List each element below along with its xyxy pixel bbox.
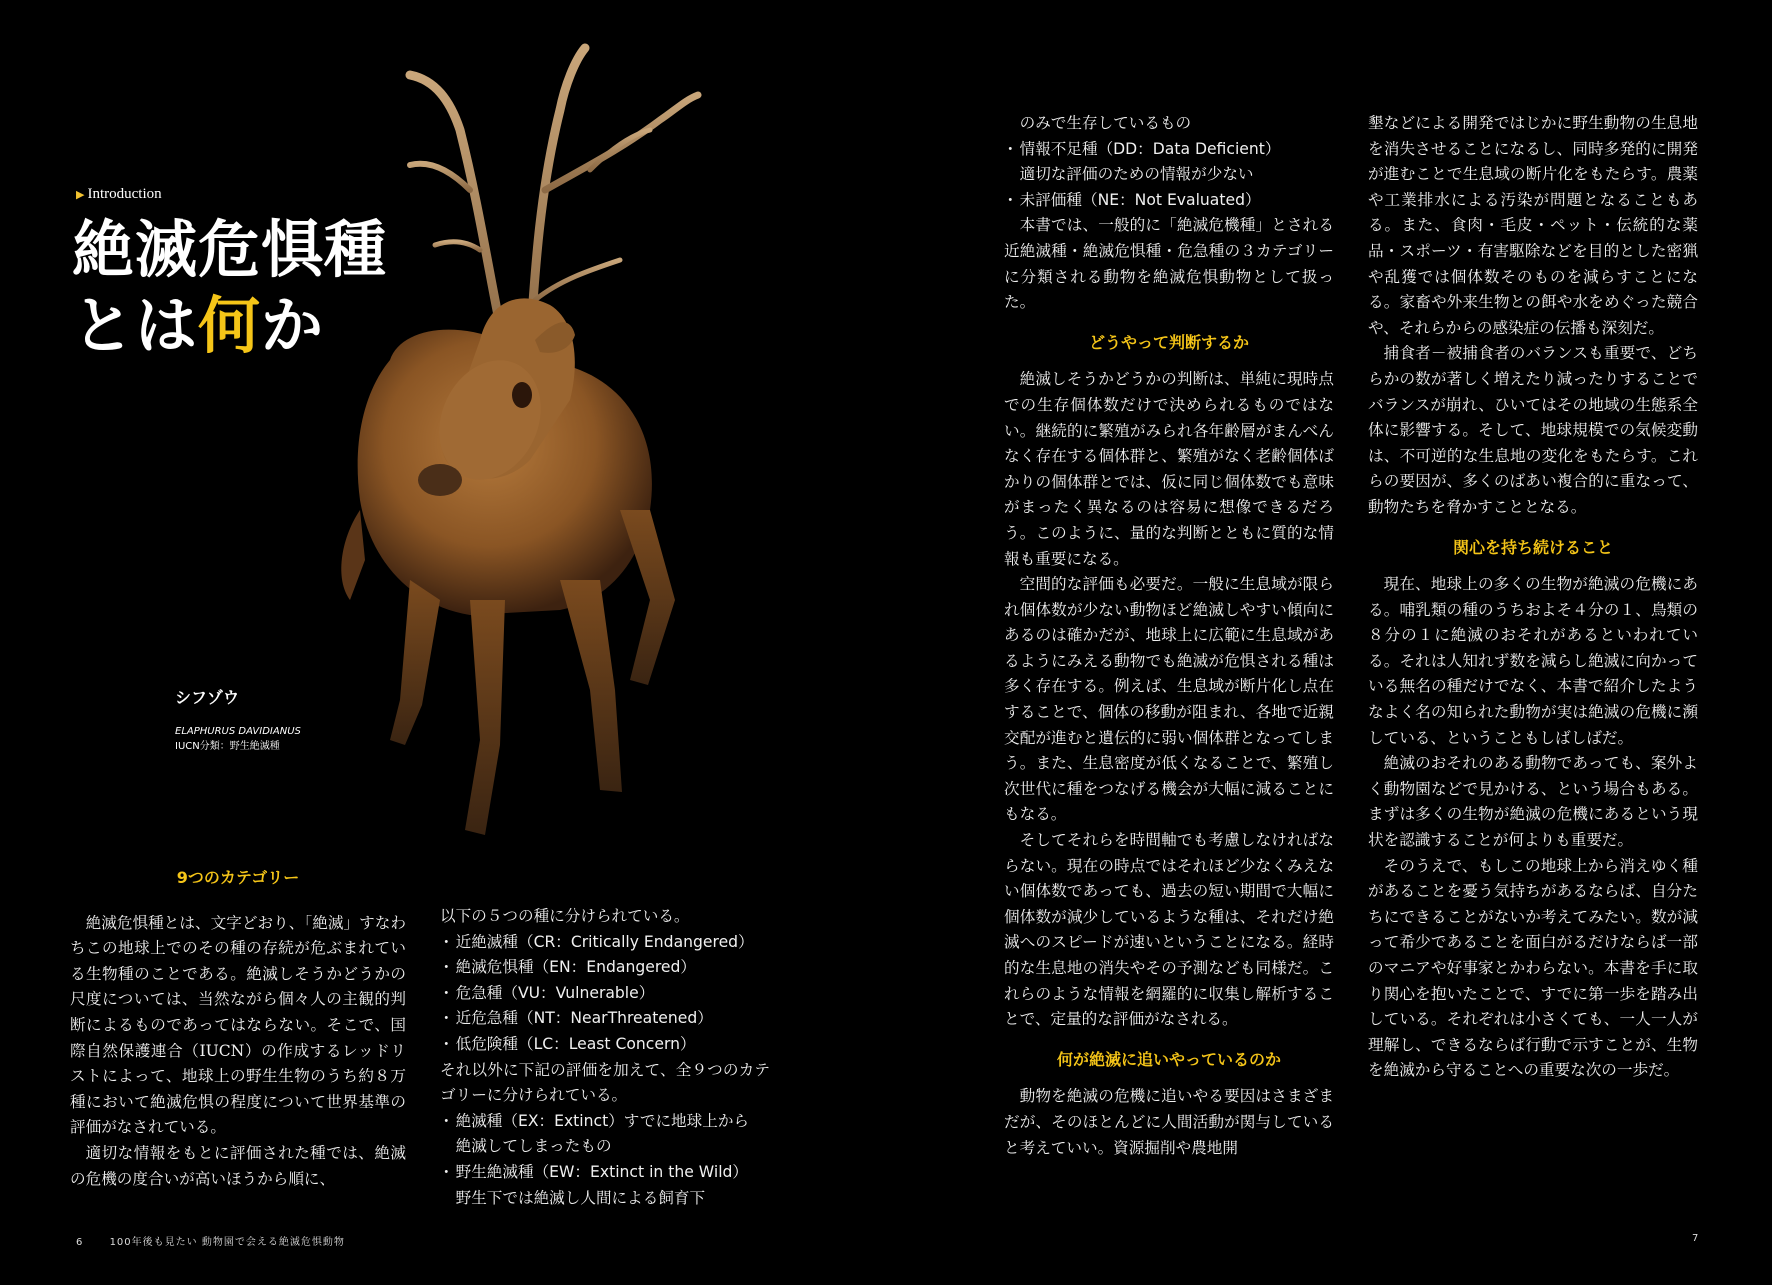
list-item: ・ 低危険種（LC：Least Concern） [440,1032,770,1058]
right-page [886,0,1772,1285]
list-item: ・ 絶滅種（EX：Extinct）すでに地球上から [440,1109,770,1135]
column-1 [70,865,406,1192]
photo-caption [175,685,301,752]
list-item: ・ 近危急種（NT：NearThreatened） [440,1006,770,1032]
paragraph: そしてそれらを時間軸でも考慮しなければならない。現在の時点ではそれほど少なくみえない個体数であっても、過去の短い期間で大幅に個体数が減少しているような種は、それだけ絶滅へのスピードが速いということになる。経時的な生息地の消失やその予測なども同様だ。これらのような情報を網羅的に収集し解析することで、定量的な評価がなされる。 [1004,831,1334,1029]
paragraph: 現在、地球上の多くの生物が絶滅の危機にある。哺乳類の種のうちおよそ４分の１、鳥類の８分の１に絶滅のおそれがあるといわれている。それは人知れず数を減らし絶滅に向かっている無名の種だけでなく、本書で紹介したようなよく名の知られた動物が実は絶滅の危機に瀕している、ということもしばしばだ。 [1368,575,1698,747]
column-3 [1004,111,1334,1161]
subhead-cause: 何が絶滅に追いやっているのか [1056,1049,1281,1069]
page-number: 7 [1692,1233,1700,1244]
caption-iucn: IUCN分類：野生絶滅種 [175,741,280,752]
triangle-marker-icon: ▶ [76,189,85,201]
subhead-interest: 関心を持ち続けること [1452,537,1613,557]
paragraph: 空間的な評価も必要だ。一般に生息域が限られ個体数が少ない動物ほど絶滅しやすい傾向にあるのは確かだが、地球上に広範に生息域があるようにみえる動物でも絶滅が危惧される種は多く存在する。例えば、生息域が断片化し点在することで、個体の移動が阻まれ、各地で近親交配が進むと遺伝的に弱い個体群となってしまう。また、生息密度が低くなることで、繁殖し次世代に種をつなげる機会が大幅に減ることにもなる。 [1004,575,1334,824]
paragraph: 本書では、一般的に「絶滅危機種」とされる近絶滅種・絶滅危惧種・危急種の３カテゴリーに分類される動物を絶滅危惧動物として扱った。 [1004,216,1334,312]
subhead-judge: どうやって判断するか [1088,332,1249,352]
list-item: ・ 未評価種（NE：Not Evaluated） [1004,188,1334,214]
paragraph: 絶滅しそうかどうかの判断は、単純に現時点での生存個体数だけで決められるものではない。継続的に繁殖がみられ各年齢層がまんべんなく存在する個体群と、繁殖がなく老齢個体ばかりの個体群とでは、仮に同じ個体数でも意味がまったく異なるのは容易に想像できるだろう。このように、量的な判断とともに質的な情報も重要になる。 [1004,370,1334,568]
list-item-continuation: 絶滅してしまったもの [455,1137,612,1156]
list-item-continuation: のみで生存しているもの [1019,114,1192,132]
paragraph: 動物を絶滅の危機に追いやる要因はさまざまだが、そのほとんどに人間活動が関与していると考えていい。資源掘削や農地開 [1004,1087,1334,1157]
intro-label: ▶ Introduction [76,186,162,202]
paragraph: それ以外に下記の評価を加えて、全９つのカテゴリーに分けられている。 [440,1060,770,1105]
subhead-categories: 9つのカテゴリー [176,868,300,887]
pere-david-deer-photo [330,40,810,860]
paragraph: 適切な情報をもとに評価された種では、絶滅の危機の度合いが高いほうから順に、 [70,1143,406,1188]
title-line-2: とは何か [72,289,325,362]
list-item-continuation: 適切な評価のための情報が少ない [1019,165,1254,184]
list-item: ・ 野生絶滅種（EW：Extinct in the Wild） [440,1160,770,1186]
running-title: 100年後も見たい 動物園で会える絶滅危惧動物 [109,1237,345,1248]
title-highlight: 何 [198,289,262,362]
caption-scientific: ELAPHURUS DAVIDIANUS [175,726,301,737]
list-item: ・ 近絶滅種（CR：Critically Endangered） [440,930,770,956]
paragraph: 以下の５つの種に分けられている。 [440,907,690,925]
column-4 [1368,111,1698,1084]
paragraph: そのうえで、もしこの地球上から消えゆく種があることを憂う気持ちがあるならば、自分たちにできることがないか考えてみたい。数が減って希少であることを面白がるだけならば一部のマニアや好事家とかわらない。本書を手に取り関心を抱いたことで、すでに第一歩を踏み出している。それぞれは小さくても、一人一人が理解し、できるならば行動で示すことが、生物を絶滅から守ることへの重要な次の一歩だ。 [1368,856,1699,1080]
paragraph: 絶滅のおそれのある動物であっても、案外よく動物園などで見かける、という場合もある。まずは多くの生物が絶滅の危機にあるという現状を認識することが何よりも重要だ。 [1368,754,1698,850]
paragraph: 捕食者－被捕食者のバランスも重要で、どちらかの数が著しく増えたり減ったりすることでバランスが崩れ、ひいてはその地域の生態系全体に影響する。そして、地球規模での気候変動は、不可逆的な生息地の変化をもたらす。これらの要因が、多くのばあい複合的に重なって、動物たちを脅かすこととなる。 [1368,344,1698,516]
paragraph: 墾などによる開発ではじかに野生動物の生息地を消失させることになるし、同時多発的に開発が進むことで生息域の断片化をもたらす。農薬や工業排水による汚染が問題となることもある。また、食肉・毛皮・ペット・伝統的な薬品・スポーツ・有害駆除などを目的とした密猟や乱獲では個体数そのものを減らすことになる。家畜や外来生物との餌や水をめぐった競合や、それらからの感染症の伝播も深刻だ。 [1368,114,1698,337]
footer-left [76,1233,345,1248]
caption-name: シフゾウ [175,688,240,707]
page-number: 6 [76,1237,84,1248]
list-item: ・ 絶滅危惧種（EN：Endangered） [440,955,770,981]
list-item: ・ 危急種（VU：Vulnerable） [440,981,770,1007]
footer-right [1692,1233,1699,1244]
column-2 [440,904,770,1211]
paragraph: 絶滅危惧種とは、文字どおり、「絶滅」すなわちこの地球上でのその種の存続が危ぶまれている生物種のことである。絶滅しそうかどうかの尺度については、当然ながら個々人の主観的判断によるものであってはならない。そこで、国際自然保護連合（IUCN）の作成するレッドリストによって、地球上の野生生物のうち約８万種において絶滅危惧の程度について世界基準の評価がなされている。 [70,913,406,1137]
list-item-continuation: 野生下では絶滅し人間による飼育下 [455,1188,706,1207]
title-line-1: 絶滅危惧種 [72,213,388,286]
list-item: ・ 情報不足種（DD：Data Deficient） [1004,137,1334,163]
